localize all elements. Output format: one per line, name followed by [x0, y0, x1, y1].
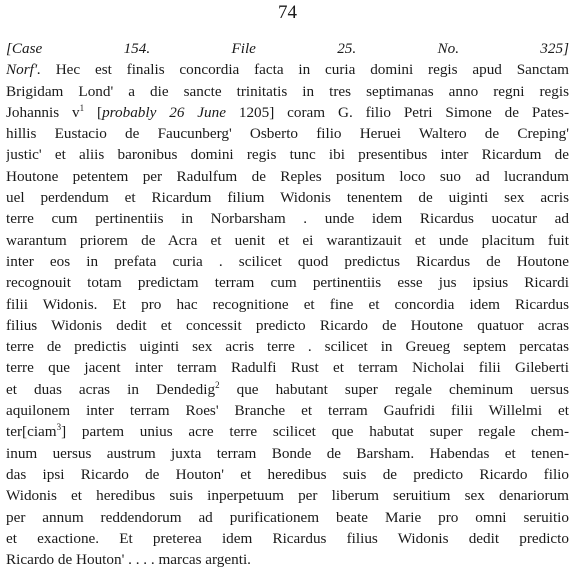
text-segment: filii Widonis. Et pro hac recognitione et fine et concordia idem Ricardus — [6, 295, 569, 313]
text-line — [6, 421, 569, 442]
text-segment: warantum priorem de Acra et uenit et ei warantizauit et unde placitum fuit — [6, 231, 569, 249]
text-line — [6, 123, 569, 144]
text-segment: aquilonem inter terram Roes' Branche et terram Gaufridi filii Willelmi et — [6, 402, 569, 420]
text-line — [6, 59, 569, 80]
text-segment: Hec est finalis concordia facta in curia domini regis apud Sanctam — [40, 61, 569, 79]
case-reference-text: [Case 154. File 25. No. 325] — [6, 40, 569, 57]
text-segment: 1205] coram G. filio Petri Simone de Pates- — [225, 103, 569, 121]
text-segment: [ — [84, 103, 103, 121]
text-line — [6, 464, 569, 485]
text-line — [6, 315, 569, 336]
text-segment: et exactione. Et preterea idem Ricardus filius Widonis dedit predicto — [6, 529, 569, 547]
text-segment: que habutant super regale cheminum uersus — [219, 380, 569, 398]
text-line — [6, 81, 569, 102]
text-segment: recognouit totam predictam terram cum pertinentiis esse jus ipsius Ricardi — [6, 274, 569, 292]
text-line — [6, 251, 569, 272]
text-line — [6, 187, 569, 208]
document-body — [6, 38, 569, 570]
text-line — [6, 336, 569, 357]
text-segment: uel perdendum et Ricardum filium Widonis tenentem de uiginti sex acris — [6, 189, 569, 207]
text-segment: terre que jacent inter terram Radulfi Rust et terram Nicholai filii Gileberti — [6, 359, 569, 377]
footnote-marker: 3 — [56, 422, 62, 433]
text-line — [6, 230, 569, 251]
italic-text: Norf'. — [6, 61, 41, 79]
italic-text: probably 26 June — [102, 103, 226, 121]
page-number: 74 — [278, 2, 297, 23]
text-line — [6, 379, 569, 400]
text-segment: ter[ciam — [6, 423, 57, 441]
text-line — [6, 528, 569, 549]
text-line — [6, 485, 569, 506]
text-segment: Ricardo de Houton' . . . . marcas argenti. — [6, 551, 251, 569]
text-line — [6, 208, 569, 229]
text-segment: Johannis v — [6, 103, 80, 121]
text-line — [6, 443, 569, 464]
text-segment: Houtone petentem per Radulfum de Reples positum loco suo ad lucrandum — [6, 167, 569, 185]
text-segment: terre de predictis uiginti sex acris terre . scilicet in Greueg septem percatas — [6, 338, 569, 356]
text-segment: Brigidam Lond' a die sancte trinitatis in tres septimanas anno regni regis — [6, 82, 569, 100]
text-line — [6, 357, 569, 378]
text-segment: justic' et aliis baronibus domini regis tunc ibi presentibus inter Ricardum de — [6, 146, 569, 164]
footnote-marker: 1 — [79, 102, 85, 113]
text-line — [6, 400, 569, 421]
text-segment: das ipsi Ricardo de Houton' et heredibus suis de predicto Ricardo filio — [6, 465, 569, 483]
text-segment: hillis Eustacio de Faucunberg' Osberto filio Heruei Waltero de Creping' — [6, 125, 569, 143]
text-segment: inum uersus austrum juxta terram Bonde de Barsham. Habendas et tenen- — [6, 444, 569, 462]
footnote-marker: 2 — [215, 379, 220, 390]
text-segment: et duas acras in Dendedig — [6, 380, 216, 398]
case-reference — [6, 38, 569, 59]
text-line — [6, 144, 569, 165]
text-line — [6, 507, 569, 528]
text-line — [6, 294, 569, 315]
text-segment: Widonis et heredibus suis inperpetuum per liberum seruitium sex denariorum — [6, 487, 569, 505]
text-lines — [6, 59, 569, 570]
text-segment: ] partem unius acre terre scilicet que habutat super regale chem- — [61, 423, 569, 441]
text-segment: inter eos in prefata curia . scilicet quod predictus Ricardus de Houtone — [6, 252, 569, 270]
text-line — [6, 272, 569, 293]
text-line — [6, 166, 569, 187]
text-line — [6, 549, 569, 570]
text-segment: per annum reddendorum ad purificationem beate Marie pro omni seruitio — [6, 508, 569, 526]
text-segment: filius Widonis dedit et concessit predicto Ricardo de Houtone quatuor acras — [6, 316, 569, 334]
text-segment: terre cum pertinentiis in Norbarsham . unde idem Ricardus uocatur ad — [6, 210, 569, 228]
text-line — [6, 102, 569, 123]
